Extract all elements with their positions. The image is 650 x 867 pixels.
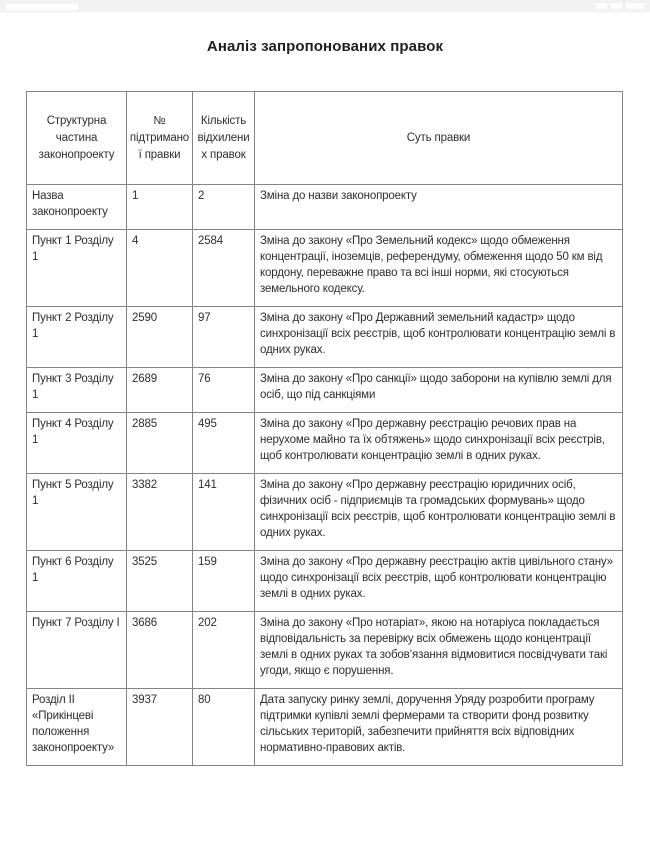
cell-supported-amendment-number: 2590: [127, 307, 193, 368]
col-header-supported-amendment-number: № підтриманої правки: [127, 92, 193, 185]
col-header-structural-part: Структурна частина законопроекту: [27, 92, 127, 185]
cell-supported-amendment-number: 3525: [127, 551, 193, 612]
cell-structural-part: Пункт 2 Розділу 1: [27, 307, 127, 368]
cell-structural-part: Пункт 3 Розділу 1: [27, 368, 127, 413]
document-page: [0, 13, 650, 766]
cell-supported-amendment-number: 3382: [127, 474, 193, 551]
cell-amendment-essence: Дата запуску ринку землі, доручення Уряду розробити програму підтримки купівлі землі фермерами та створити фонд розвитку сільських територій, забезпечити прийняття всіх відповідних нормативно-правових актів.: [255, 689, 623, 766]
cell-supported-amendment-number: 2885: [127, 413, 193, 474]
cell-structural-part: Пункт 5 Розділу 1: [27, 474, 127, 551]
cell-rejected-count: 2: [193, 185, 255, 230]
cell-rejected-count: 159: [193, 551, 255, 612]
cell-rejected-count: 97: [193, 307, 255, 368]
col-header-amendment-essence: Суть правки: [255, 92, 623, 185]
cell-amendment-essence: Зміна до закону «Про санкції» щодо заборони на купівлю землі для осіб, що під санкціями: [255, 368, 623, 413]
table-header: [27, 92, 623, 185]
cell-supported-amendment-number: 3686: [127, 612, 193, 689]
header-row: [27, 92, 623, 185]
cell-structural-part: Пункт 1 Розділу 1: [27, 230, 127, 307]
cell-amendment-essence: Зміна до закону «Про державну реєстрацію юридичних осіб, фізичних осіб - підприємців та громадських формувань» щодо синхронізації всіх реєстрів, щоб контролювати концентрацію землі в одних руках.: [255, 474, 623, 551]
cell-structural-part: Пункт 6 Розділу 1: [27, 551, 127, 612]
cell-structural-part: Назва законопроекту: [27, 185, 127, 230]
col-header-rejected-amendments-count: Кількість відхилених правок: [193, 92, 255, 185]
cell-rejected-count: 80: [193, 689, 255, 766]
battery-icon: [626, 3, 644, 9]
cell-amendment-essence: Зміна до закону «Про державну реєстрацію актів цивільного стану» щодо синхронізації всіх реєстрів, щоб контролювати концентрацію землі в одних руках.: [255, 551, 623, 612]
cell-amendment-essence: Зміна до закону «Про державну реєстрацію речових прав на нерухоме майно та їх обтяжень» щодо синхронізації всіх реєстрів, щоб контролювати концентрацію землі в одних руках.: [255, 413, 623, 474]
table-row: [27, 307, 623, 368]
cell-amendment-essence: Зміна до закону «Про нотаріат», якою на нотаріуса покладається відповідальність за перевірку всіх обмежень щодо концентрації землі в одних руках та зобов’язання відмовитися посвідчувати такі угоди, якщо є порушення.: [255, 612, 623, 689]
cell-rejected-count: 76: [193, 368, 255, 413]
table-row: [27, 551, 623, 612]
cell-structural-part: Пункт 4 Розділу 1: [27, 413, 127, 474]
amendments-analysis-table: [26, 91, 623, 766]
wifi-icon: [611, 3, 622, 9]
table-row: [27, 474, 623, 551]
cell-supported-amendment-number: 1: [127, 185, 193, 230]
cell-rejected-count: 2584: [193, 230, 255, 307]
cell-amendment-essence: Зміна до закону «Про Державний земельний кадастр» щодо синхронізації всіх реєстрів, щоб контролювати концентрацію землі в одних руках.: [255, 307, 623, 368]
status-bar: [0, 0, 650, 13]
status-bar-left: [6, 0, 78, 15]
page-title: Аналіз запропонованих правок: [206, 38, 444, 55]
table-row: [27, 413, 623, 474]
status-bar-right: [596, 3, 644, 9]
cell-rejected-count: 202: [193, 612, 255, 689]
cell-structural-part: Розділ II «Прикінцеві положення законопроекту»: [27, 689, 127, 766]
table-body: [27, 185, 623, 766]
cell-rejected-count: 141: [193, 474, 255, 551]
table-row: [27, 368, 623, 413]
table-row: [27, 230, 623, 307]
cell-amendment-essence: Зміна до закону «Про Земельний кодекс» щодо обмеження концентрації, іноземців, референдуму, обмеження щодо 50 км від кордону, переважне право та всі інші норми, які стосуються земельного кодексу.: [255, 230, 623, 307]
table-row: [27, 689, 623, 766]
table-row: [27, 612, 623, 689]
cell-rejected-count: 495: [193, 413, 255, 474]
cell-supported-amendment-number: 3937: [127, 689, 193, 766]
cell-supported-amendment-number: 2689: [127, 368, 193, 413]
signal-icon: [596, 3, 607, 9]
table-row: [27, 185, 623, 230]
status-time-text: [6, 4, 78, 10]
cell-structural-part: Пункт 7 Розділу I: [27, 612, 127, 689]
cell-supported-amendment-number: 4: [127, 230, 193, 307]
cell-amendment-essence: Зміна до назви законопроекту: [255, 185, 623, 230]
